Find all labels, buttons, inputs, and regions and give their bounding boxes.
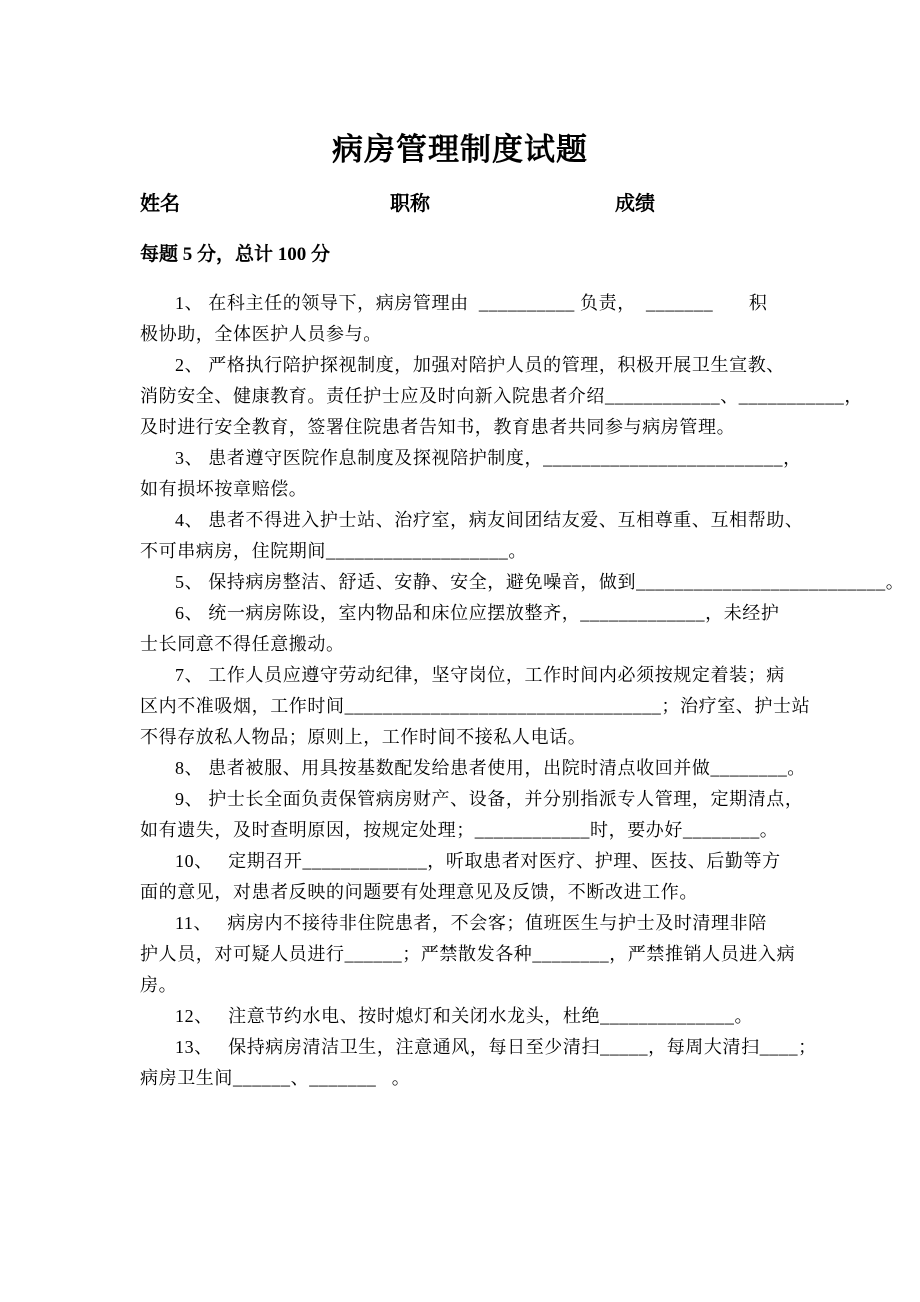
- question-7: [140, 660, 900, 753]
- question-9: [140, 784, 900, 846]
- score-note: 每题 5 分，总计 100 分: [140, 244, 331, 265]
- question-line: 11、 病房内不接待非住院患者，不会客；值班医生与护士及时清理非陪: [175, 913, 767, 933]
- score-label: 成绩: [615, 193, 655, 215]
- question-5: [140, 567, 905, 598]
- question-line: 不得存放私人物品；原则上，工作时间不接私人电话。: [140, 727, 587, 747]
- question-line: 区内不准吸烟，工作时间_________________________________；治疗室、护士站: [140, 696, 811, 716]
- question-list: [140, 288, 905, 1094]
- name-label: 姓名: [140, 193, 180, 215]
- question-line: 如有损坏按章赔偿。: [140, 479, 308, 499]
- question-6: [140, 598, 900, 660]
- question-line: 8、 患者被服、用具按基数配发给患者使用，出院时清点收回并做________。: [175, 758, 806, 778]
- question-11: [140, 908, 900, 1001]
- question-line: 消防安全、健康教育。责任护士应及时向新入院患者介绍____________、___________，: [140, 386, 863, 406]
- question-13: [140, 1032, 900, 1094]
- question-line: 12、 注意节约水电、按时熄灯和关闭水龙头，杜绝______________。: [175, 1006, 754, 1026]
- question-line: 极协助，全体医护人员参与。: [140, 324, 382, 344]
- question-line: 10、 定期召开_____________，听取患者对医疗、护理、医技、后勤等方: [175, 851, 781, 871]
- question-line: 3、 患者遵守医院作息制度及探视陪护制度，_________________________，: [175, 448, 802, 468]
- question-line: 13、 保持病房清洁卫生，注意通风，每日至少清扫_____，每周大清扫____；: [175, 1037, 817, 1057]
- question-line: 6、 统一病房陈设，室内物品和床位应摆放整齐，_____________，未经护: [175, 603, 780, 623]
- job-title-label: 职称: [390, 193, 430, 215]
- question-line: 2、 严格执行陪护探视制度，加强对陪护人员的管理，积极开展卫生宣教、: [175, 355, 785, 375]
- question-line: 房。: [140, 975, 178, 995]
- question-3: [140, 443, 900, 505]
- question-10: [140, 846, 900, 908]
- question-1: [140, 288, 900, 350]
- question-line: 面的意见，对患者反映的问题要有处理意见及反馈，不断改进工作。: [140, 882, 698, 902]
- question-line: 4、 患者不得进入护士站、治疗室，病友间团结友爱、互相尊重、互相帮助、: [175, 510, 804, 530]
- question-8: [140, 753, 900, 784]
- question-line: 9、 护士长全面负责保管病房财产、设备，并分别指派专人管理，定期清点，: [175, 789, 804, 809]
- question-line: 病房卫生间______、_______ 。: [140, 1068, 411, 1088]
- question-line: 如有遗失，及时查明原因，按规定处理；____________时，要办好________。: [140, 820, 779, 840]
- question-4: [140, 505, 900, 567]
- question-line: 1、 在科主任的领导下，病房管理由 __________ 负责， _______ 积: [175, 293, 768, 313]
- question-line: 士长同意不得任意搬动。: [140, 634, 345, 654]
- page-title: 病房管理制度试题: [332, 132, 588, 167]
- question-12: [140, 1001, 900, 1032]
- question-line: 不可串病房，住院期间___________________。: [140, 541, 527, 561]
- question-line: 及时进行安全教育，签署住院患者告知书，教育患者共同参与病房管理。: [140, 417, 736, 437]
- question-line: 7、 工作人员应遵守劳动纪律，坚守岗位，工作时间内必须按规定着装；病: [175, 665, 785, 685]
- question-line: 护人员，对可疑人员进行______；严禁散发各种________，严禁推销人员进入病: [140, 944, 796, 964]
- question-2: [140, 350, 900, 443]
- question-line: 5、 保持病房整洁、舒适、安静、安全，避免噪音，做到__________________________。: [175, 572, 905, 592]
